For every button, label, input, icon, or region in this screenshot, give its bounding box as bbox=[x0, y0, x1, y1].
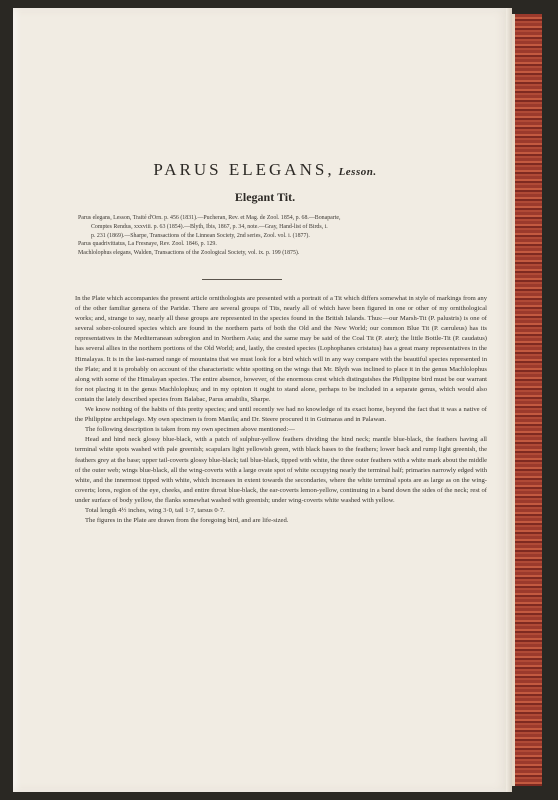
synonym-line: Parus quadrivittatus, La Fresnaye, Rev. Zool. 1846, p. 129. bbox=[78, 241, 217, 248]
paragraph: We know nothing of the habits of this pretty species; and until recently we had no knowledge of its exact home, beyond the fact that it was a native of the Philippine archipelago. My own specimen is from Manila; and Dr. Steere procured it in Guimaras and in Palawan. bbox=[75, 406, 487, 424]
book-spine bbox=[542, 4, 558, 796]
common-name: Elegant Tit. bbox=[234, 190, 296, 204]
section-divider bbox=[202, 279, 282, 280]
synonymy-block bbox=[78, 214, 483, 258]
paragraph: The following description is taken from my own specimen above mentioned:— bbox=[85, 426, 295, 434]
body-text bbox=[75, 294, 487, 526]
synonym-line: Comptes Rendus, xxxviii. p. 63 (1854).—Blyth, Ibis, 1867, p. 34, note.—Gray, Hand-list of Birds, i. bbox=[91, 223, 328, 230]
book-edge-marbled bbox=[512, 14, 542, 786]
paragraph: Head and hind neck glossy blue-black, with a patch of sulphur-yellow feathers dividing the hind neck; mantle blue-black, the feathers having all terminal white spots washed with pale greenish; scapulars light yellowish green, with black bases to the feathers; lower back and rump light greenish, the feathers grey at the base; upper tail-coverts glossy blue-black; tail blue-black, tipped with white, the three outer feathers with a white mark about the middle of the outer web; wings blue-black, all the wing-coverts with a large ovate spot of white occupying nearly the terminal half; primaries narrowly edged with white, and the innermost tipped with white, which increases in extent towards the secondaries, where the white terminal spots are as large as on the wing-coverts; lores, region of the eye, cheeks, and entire throat blue-black, the ear-coverts lemon-yellow, continuing in a band down the sides of the neck; rest of under surface of body yellow, the flanks somewhat washed with greenish; under wing-coverts white washed with yellow. bbox=[75, 436, 487, 504]
page-title bbox=[30, 160, 500, 180]
paragraph: In the Plate which accompanies the present article ornithologists are presented with a portrait of a Tit which differs somewhat in style of markings from any of the other familiar genera of the Paridæ. There are several groups of Tits, nearly all of which have been figured in one or other of my ornithological works; and, strange to say, nearly all these groups are represented in the species found in the British Islands. Thus:—our Marsh-Tit (P. palustris) is one of several sober-coloured species which are found in the northern parts of both the Old and the New World; our common Blue Tit (P. cæruleus) has its representatives in the Mediterranean subregion and in Northern Asia; and the same may be said of the Coal Tit (P. ater); the little Bottle-Tit (P. caudatus) has several allies in the northern portions of the Old World; and, lastly, the crested species (Lophophanes cristatus) has a great many representatives in the Himalayas. It is in the last-named range of mountains that we must look for a bird which will in any way compare with the beautiful species represented in the Plate; and it is probably on account of the characteristic white spotting on the wings that Mr. Blyth was inclined to place it in the genus Machlolophus along with some of the Himalayan species. The entire absence, however, of the enormous crest which distinguishes the Philippine bird must be our warrant for not placing it in the genus Machlolophus; and in my opinion it ought to stand alone, perhaps to be included in a separate genus, which would also contain the lately described species from Balabac, Parus amabilis, Sharpe. bbox=[75, 295, 487, 403]
book-edge-highlight bbox=[512, 14, 515, 786]
species-name: PARUS ELEGANS, bbox=[153, 160, 335, 179]
synonym-line: p. 231 (1869).—Sharpe, Transactions of the Linnean Society, 2nd series, Zool. vol. i. (1877). bbox=[91, 232, 310, 239]
paragraph: Total length 4½ inches, wing 3·0, tail 1·7, tarsus 0·7. bbox=[85, 506, 225, 514]
page-edge-shadow bbox=[506, 8, 512, 792]
synonym-line: Machlolophus elegans, Walden, Transactions of the Zoological Society, vol. ix. p. 199 (1875). bbox=[78, 250, 300, 257]
synonym-line: Parus elegans, Lesson, Traité d'Orn. p. 456 (1831).—Pucheran, Rev. et Mag. de Zool. 1854, p. 68.—Bonaparte, bbox=[78, 215, 341, 221]
paragraph: The figures in the Plate are drawn from the foregoing bird, and are life-sized. bbox=[85, 517, 289, 525]
species-author: Lesson. bbox=[338, 166, 377, 178]
